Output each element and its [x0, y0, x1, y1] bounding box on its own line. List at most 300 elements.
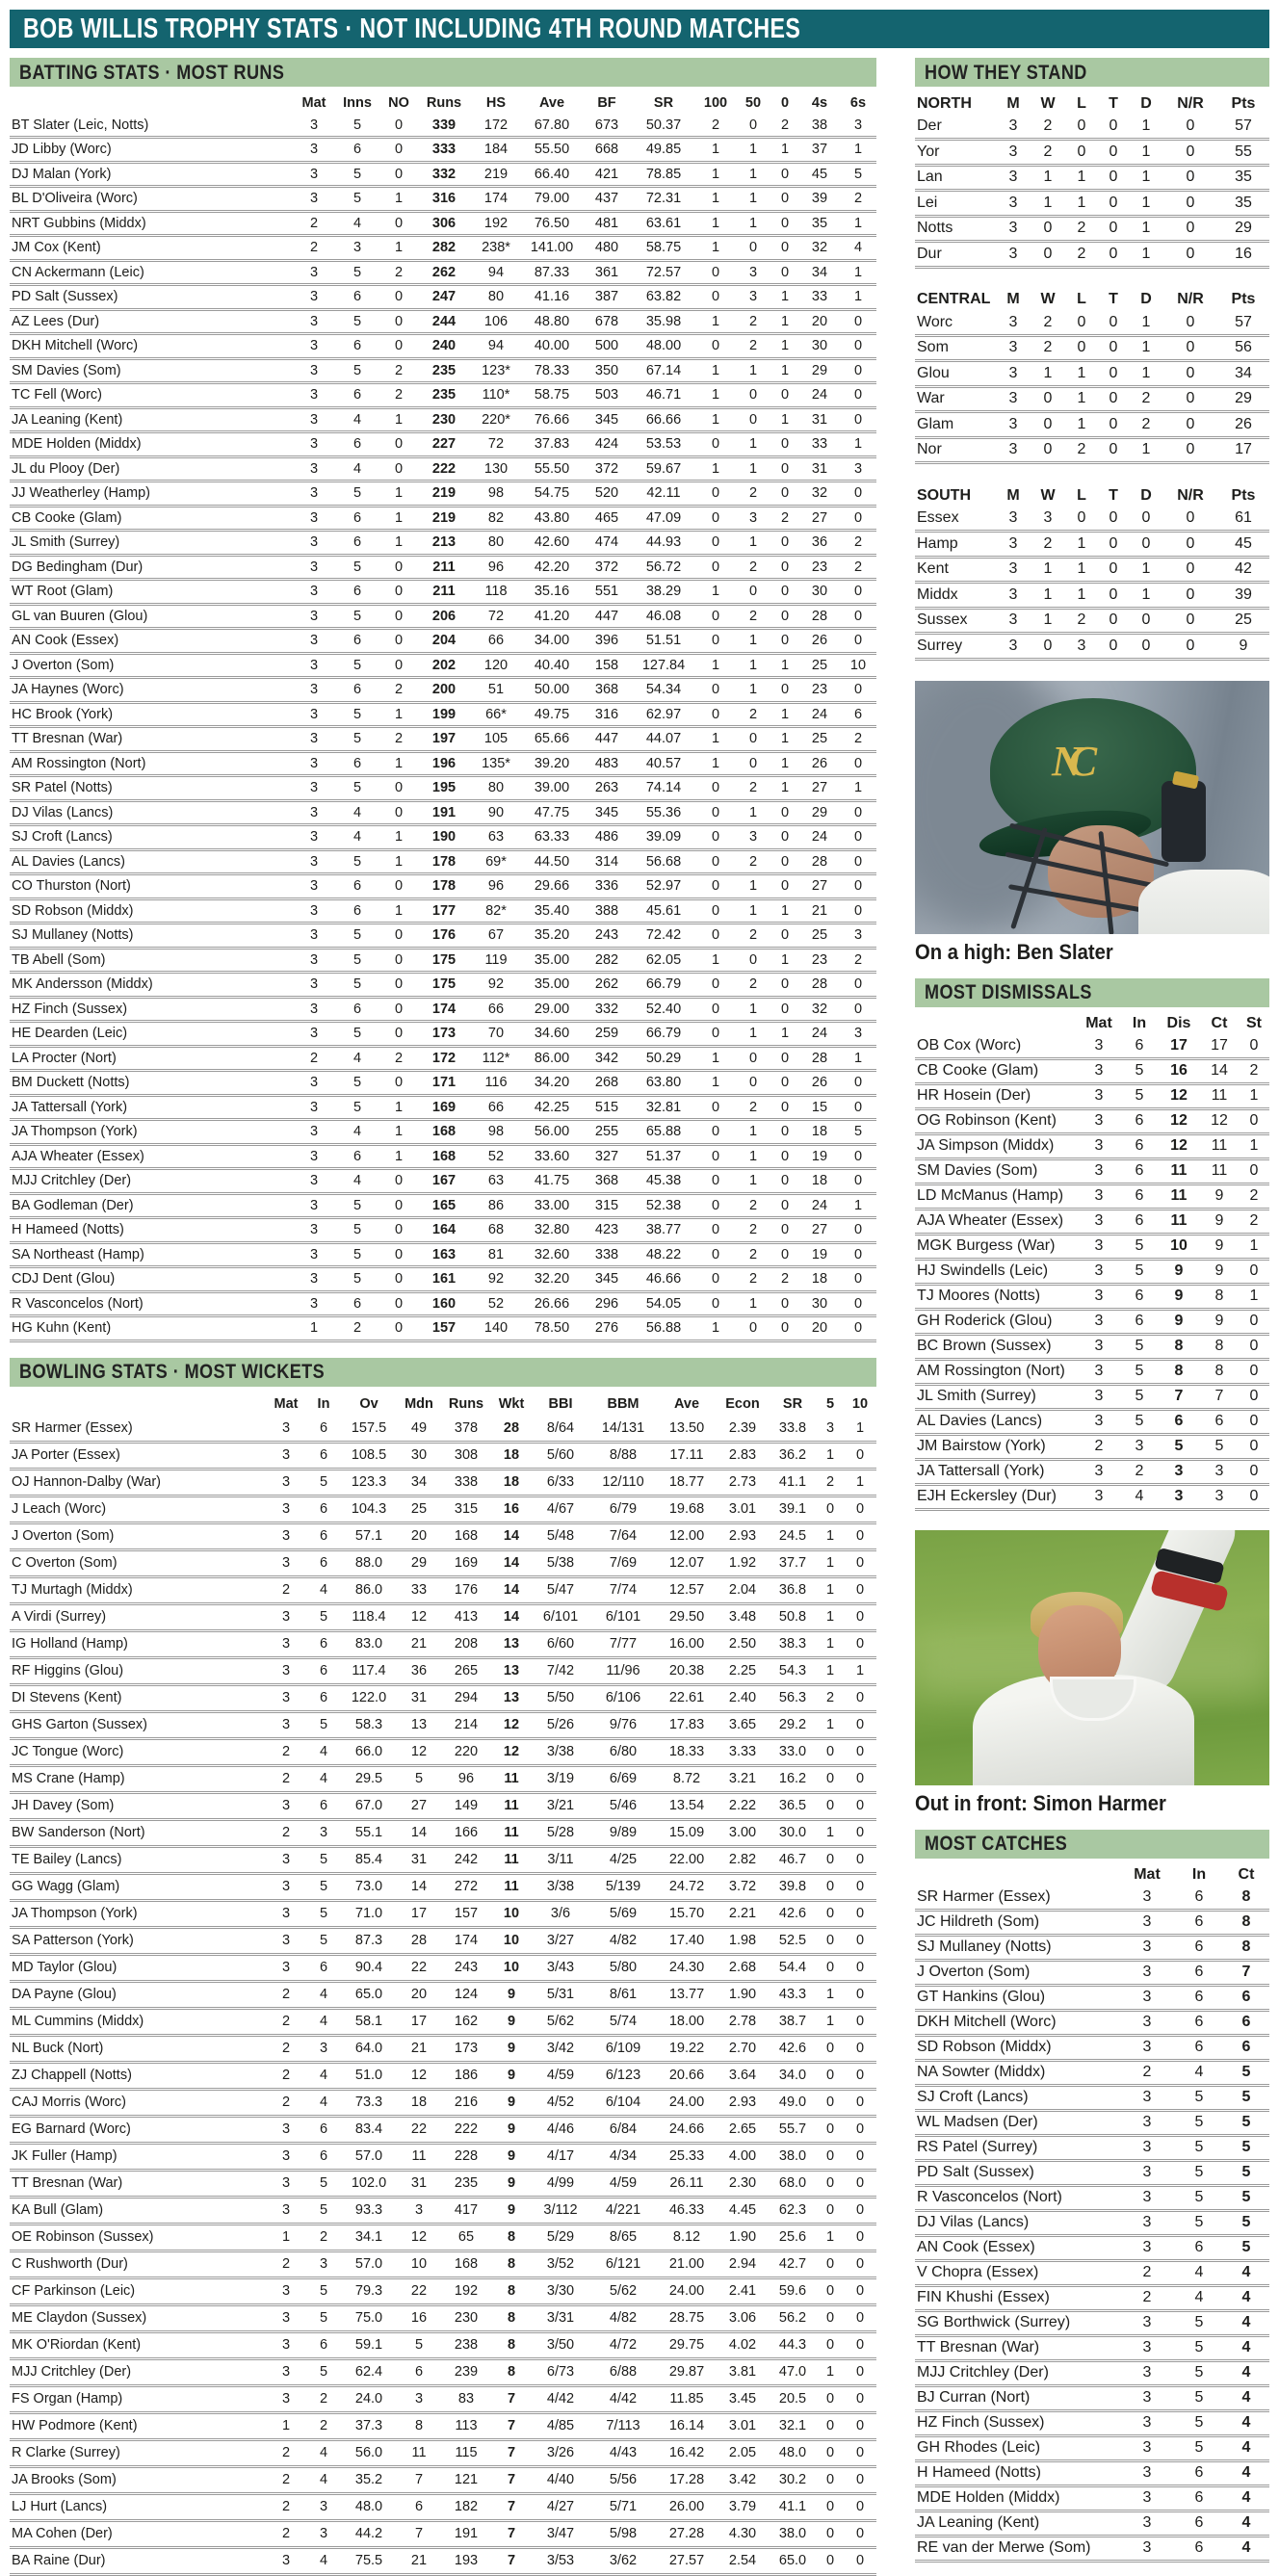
row-value: 3	[1158, 1459, 1200, 1484]
row-value: 1	[817, 1657, 844, 1684]
row-label: Glou	[915, 361, 996, 387]
row-value: 7	[1200, 1384, 1239, 1409]
table-row	[10, 432, 876, 457]
row-value: 2	[293, 1046, 335, 1071]
table-row	[10, 1022, 876, 1047]
row-value: 2	[770, 1267, 799, 1292]
table-row	[10, 1442, 876, 1469]
row-value: 0	[1163, 412, 1217, 438]
row-value: 0	[695, 1022, 736, 1047]
table-row	[915, 1434, 1269, 1459]
table-row	[915, 2335, 1269, 2360]
table-row	[10, 653, 876, 678]
row-value: 3	[293, 187, 335, 212]
row-value: 30.2	[769, 2466, 817, 2493]
row-label: AL Davies (Lancs)	[10, 849, 293, 874]
row-value: 2	[335, 1316, 379, 1341]
row-value: 4	[1223, 2285, 1269, 2310]
row-value: 13	[491, 1657, 532, 1684]
row-value: 196	[418, 751, 470, 776]
row-value: 19	[799, 1242, 840, 1267]
row-value: 3	[293, 1071, 335, 1096]
row-value: 5	[840, 162, 876, 187]
table-row	[10, 1927, 876, 1954]
row-value: 3	[306, 1819, 341, 1846]
row-label: TB Abell (Som)	[10, 948, 293, 973]
column-header: 10	[851, 1396, 869, 1412]
row-value: 26.66	[522, 1291, 582, 1316]
row-value: 5	[335, 702, 379, 727]
row-value: 1	[817, 1981, 844, 2008]
row-value: 268	[582, 1071, 632, 1096]
row-value: 5/74	[589, 2008, 657, 2035]
table-row	[10, 702, 876, 727]
row-value: 474	[582, 531, 632, 556]
row-value: 52	[470, 1291, 522, 1316]
row-value: 3	[293, 1193, 335, 1218]
row-value: 45	[799, 162, 840, 187]
row-value: 192	[441, 2277, 491, 2304]
row-value: 0	[736, 407, 770, 432]
row-label: Sussex	[915, 608, 996, 634]
row-label: Glam	[915, 412, 996, 438]
row-value: 3	[266, 2197, 306, 2224]
row-value: 0	[695, 924, 736, 949]
row-value: 4	[335, 825, 379, 850]
table-row	[915, 1108, 1269, 1133]
row-value: 39.09	[632, 825, 695, 850]
row-value: 1	[1129, 116, 1163, 140]
row-value: 32.81	[632, 1095, 695, 1120]
row-value: 68.0	[769, 2170, 817, 2197]
row-value: 1	[770, 702, 799, 727]
row-value: 11/96	[589, 1657, 657, 1684]
row-value: 0	[1239, 1108, 1269, 1133]
row-value: 82*	[470, 898, 522, 924]
row-value: 173	[441, 2035, 491, 2062]
row-value: 5	[335, 309, 379, 334]
row-label: TJ Murtagh (Middx)	[10, 1576, 266, 1603]
row-value: 25	[799, 924, 840, 949]
row-value: 66	[470, 1095, 522, 1120]
row-value: 80	[470, 531, 522, 556]
row-value: 8.12	[657, 2224, 717, 2251]
row-value: 4	[335, 1169, 379, 1194]
row-value: 24	[799, 702, 840, 727]
row-value: 6	[306, 1417, 341, 1443]
row-value: 0	[379, 211, 418, 236]
row-value: 72	[470, 604, 522, 629]
row-value: 33.0	[769, 1738, 817, 1765]
row-value: 4/52	[532, 2089, 589, 2116]
row-value: 10	[397, 2251, 441, 2277]
row-value: 0	[1098, 437, 1129, 463]
row-value: 0	[1065, 507, 1098, 532]
row-value: 16	[1217, 242, 1269, 268]
row-value: 76.50	[522, 211, 582, 236]
row-value: 0	[844, 2385, 876, 2412]
row-value: 20.38	[657, 1657, 717, 1684]
row-value: 51	[470, 678, 522, 703]
row-value: 37	[799, 138, 840, 163]
row-value: 668	[582, 138, 632, 163]
row-value: 175	[418, 948, 470, 973]
row-value: 2.21	[717, 1900, 769, 1927]
row-value: 3	[1119, 2511, 1175, 2536]
row-value: 4	[1175, 2285, 1223, 2310]
row-value: 282	[582, 948, 632, 973]
row-value: 28	[799, 604, 840, 629]
row-value: 3	[817, 1417, 844, 1443]
row-value: 1	[379, 1120, 418, 1145]
row-value: 6	[335, 285, 379, 310]
row-value: 3	[1119, 2085, 1175, 2110]
row-value: 63.61	[632, 211, 695, 236]
row-value: 3	[996, 216, 1031, 242]
row-value: 6	[335, 1144, 379, 1169]
row-value: 0	[379, 776, 418, 801]
column-header: 0	[780, 95, 790, 112]
row-value: 2	[1121, 1459, 1158, 1484]
row-value: 66*	[470, 702, 522, 727]
row-label: JA Thompson (York)	[10, 1120, 293, 1145]
column-header: Dis	[1166, 1015, 1191, 1031]
row-label: MK O'Riordan (Kent)	[10, 2331, 266, 2358]
row-value: 0	[840, 997, 876, 1022]
table-row	[10, 2385, 876, 2412]
row-value: 0	[844, 2412, 876, 2439]
row-value: 5	[1121, 1384, 1158, 1409]
column-header: N/R	[1177, 486, 1204, 504]
row-label: C Overton (Som)	[10, 1549, 266, 1576]
table-row	[915, 2310, 1269, 2335]
row-value: 2	[736, 334, 770, 359]
row-value: 64.0	[341, 2035, 397, 2062]
row-value: 372	[582, 555, 632, 580]
row-value: 0	[844, 2008, 876, 2035]
row-value: 186	[441, 2062, 491, 2089]
row-value: 67	[470, 924, 522, 949]
row-value: 0	[844, 1765, 876, 1792]
row-value: 2	[293, 211, 335, 236]
row-value: 4	[1223, 2310, 1269, 2335]
batting-section-title: BATTING STATS · MOST RUNS	[19, 60, 285, 84]
row-value: 5/69	[589, 1900, 657, 1927]
table-row	[915, 1284, 1269, 1309]
row-value: 7	[397, 2520, 441, 2547]
row-value: 0	[844, 2035, 876, 2062]
row-value: 78.85	[632, 162, 695, 187]
row-value: 3/38	[532, 1738, 589, 1765]
row-value: 314	[582, 849, 632, 874]
row-value: 0	[695, 776, 736, 801]
row-value: 2	[736, 924, 770, 949]
row-label: JJ Weatherley (Hamp)	[10, 481, 293, 507]
row-value: 7/69	[589, 1549, 657, 1576]
row-value: 3/31	[532, 2304, 589, 2331]
row-value: 3	[266, 1496, 306, 1522]
row-value: 0	[817, 1738, 844, 1765]
row-value: 3	[996, 532, 1031, 558]
dismissals-table	[915, 1013, 1269, 1511]
row-value: 62.05	[632, 948, 695, 973]
row-value: 6	[1175, 2511, 1223, 2536]
row-value: 5/47	[532, 1576, 589, 1603]
row-value: 483	[582, 751, 632, 776]
table-row	[10, 874, 876, 899]
row-label: JL Smith (Surrey)	[915, 1384, 1077, 1409]
row-label: Essex	[915, 507, 996, 532]
row-value: 1	[695, 948, 736, 973]
row-value: 5/71	[589, 2493, 657, 2520]
row-label: DKH Mitchell (Worc)	[10, 334, 293, 359]
row-label: EG Barnard (Worc)	[10, 2116, 266, 2143]
row-value: 0	[817, 1496, 844, 1522]
row-value: 3	[1119, 2010, 1175, 2035]
row-label: AJA Wheater (Essex)	[10, 1144, 293, 1169]
row-value: 0	[840, 604, 876, 629]
row-value: 235	[441, 2170, 491, 2197]
row-value: 71.0	[341, 1900, 397, 1927]
row-value: 6/101	[589, 1603, 657, 1630]
row-label: SM Davies (Som)	[915, 1158, 1077, 1184]
row-value: 1	[379, 751, 418, 776]
row-value: 12	[491, 1711, 532, 1738]
row-value: 0	[817, 2277, 844, 2304]
row-value: 92	[470, 973, 522, 998]
row-value: 0	[844, 2170, 876, 2197]
row-value: 96	[441, 1765, 491, 1792]
row-value: 38.29	[632, 580, 695, 605]
row-value: 0	[736, 1071, 770, 1096]
row-label: PD Salt (Sussex)	[10, 285, 293, 310]
row-value: 1	[840, 211, 876, 236]
row-value: 4	[1223, 2435, 1269, 2460]
row-value: 3/21	[532, 1792, 589, 1819]
column-header: BBM	[607, 1396, 640, 1412]
row-label: JA Simpson (Middx)	[915, 1133, 1077, 1158]
row-value: 243	[582, 924, 632, 949]
row-value: 5	[1200, 1434, 1239, 1459]
table-row	[915, 2085, 1269, 2110]
row-value: 54.05	[632, 1291, 695, 1316]
row-value: 3	[1077, 1409, 1121, 1434]
row-value: 94	[470, 260, 522, 285]
row-value: 0	[840, 825, 876, 850]
row-value: 8	[1200, 1334, 1239, 1359]
row-label: OB Cox (Worc)	[915, 1035, 1077, 1059]
table-row	[10, 727, 876, 752]
row-value: 4	[1223, 2410, 1269, 2435]
row-value: 167	[418, 1169, 470, 1194]
row-value: 378	[441, 1417, 491, 1443]
row-value: 276	[582, 1316, 632, 1341]
row-value: 5/38	[532, 1549, 589, 1576]
row-label: BM Duckett (Notts)	[10, 1071, 293, 1096]
row-value: 315	[441, 1496, 491, 1522]
row-value: 2	[266, 1981, 306, 2008]
row-value: 3	[996, 412, 1031, 438]
row-label: JA Tattersall (York)	[915, 1459, 1077, 1484]
table-row	[10, 2224, 876, 2251]
standings-south-body	[915, 507, 1269, 660]
row-label: TT Bresnan (War)	[10, 727, 293, 752]
row-value: 3	[1119, 2460, 1175, 2485]
row-value: 0	[840, 973, 876, 998]
row-value: 1.92	[717, 1549, 769, 1576]
row-value: 0	[840, 309, 876, 334]
row-value: 0	[736, 1316, 770, 1341]
row-label: JA Thompson (York)	[10, 1900, 266, 1927]
row-value: 1	[736, 432, 770, 457]
row-value: 316	[418, 187, 470, 212]
row-label: MS Crane (Hamp)	[10, 1765, 266, 1792]
row-value: 5	[306, 2197, 341, 2224]
row-value: 3	[1031, 507, 1065, 532]
row-value: 4.02	[717, 2331, 769, 2358]
row-value: 8	[491, 2304, 532, 2331]
row-value: 5	[306, 2170, 341, 2197]
row-value: 6	[335, 506, 379, 531]
row-value: 413	[441, 1603, 491, 1630]
row-value: 12.57	[657, 1576, 717, 1603]
row-label: TE Bailey (Lancs)	[10, 1846, 266, 1873]
row-value: 2	[1031, 140, 1065, 166]
row-value: 1	[1065, 165, 1098, 191]
row-value: 0	[844, 1900, 876, 1927]
row-value: 2	[840, 187, 876, 212]
row-value: 520	[582, 481, 632, 507]
row-value: 0	[695, 1144, 736, 1169]
row-value: 3	[293, 604, 335, 629]
row-value: 2	[1239, 1058, 1269, 1083]
row-value: 0	[379, 334, 418, 359]
row-value: 0	[770, 924, 799, 949]
row-value: 0	[770, 1218, 799, 1243]
row-label: OJ Hannon-Dalby (War)	[10, 1469, 266, 1496]
row-value: 65.0	[769, 2547, 817, 2574]
row-value: 34.0	[769, 2062, 817, 2089]
row-value: 3	[266, 1792, 306, 1819]
row-value: 67.0	[341, 1792, 397, 1819]
row-value: 3/112	[532, 2197, 589, 2224]
row-value: 1	[1031, 608, 1065, 634]
row-value: 41.16	[522, 285, 582, 310]
row-value: 8/65	[589, 2224, 657, 2251]
row-value: 86	[470, 1193, 522, 1218]
row-value: 33	[799, 432, 840, 457]
row-value: 65.0	[341, 1981, 397, 2008]
row-value: 35.20	[522, 924, 582, 949]
row-value: 30.0	[769, 1819, 817, 1846]
row-value: 0	[1098, 116, 1129, 140]
row-value: 3	[1200, 1484, 1239, 1509]
row-value: 3	[266, 2547, 306, 2574]
row-value: 112*	[470, 1046, 522, 1071]
row-value: 3.45	[717, 2385, 769, 2412]
row-value: 75.5	[341, 2547, 397, 2574]
table-row	[10, 1738, 876, 1765]
catches-header-row	[915, 1864, 1269, 1886]
row-value: 3	[1119, 1935, 1175, 1960]
row-value: 4/27	[532, 2493, 589, 2520]
row-value: 6	[306, 1792, 341, 1819]
table-row	[10, 1765, 876, 1792]
column-header: Pts	[1231, 486, 1256, 504]
row-value: 164	[418, 1218, 470, 1243]
row-value: 1	[736, 678, 770, 703]
table-row	[915, 2485, 1269, 2511]
row-value: 0	[1065, 140, 1098, 166]
row-value: 447	[582, 727, 632, 752]
column-header: SOUTH	[917, 486, 971, 504]
row-value: 44.07	[632, 727, 695, 752]
row-value: 3/27	[532, 1927, 589, 1954]
row-value: 220*	[470, 407, 522, 432]
row-value: 0	[695, 1218, 736, 1243]
bowling-header-row	[10, 1392, 876, 1417]
row-value: 327	[582, 1144, 632, 1169]
row-value: 0	[379, 580, 418, 605]
row-value: 1	[840, 260, 876, 285]
row-value: 24	[799, 383, 840, 408]
row-value: 166	[441, 1819, 491, 1846]
row-value: 10	[491, 1900, 532, 1927]
row-value: 0	[844, 2062, 876, 2089]
row-value: 227	[418, 432, 470, 457]
row-value: 4	[1223, 2485, 1269, 2511]
row-value: 51.51	[632, 629, 695, 654]
row-value: 9	[1200, 1209, 1239, 1234]
row-value: 56.88	[632, 1316, 695, 1341]
row-value: 169	[441, 1549, 491, 1576]
row-label: Worc	[915, 311, 996, 335]
column-header: 4s	[811, 95, 828, 112]
row-value: 9	[1200, 1184, 1239, 1209]
row-value: 174	[470, 187, 522, 212]
row-value: 1	[736, 187, 770, 212]
row-label: HR Hosein (Der)	[915, 1083, 1077, 1108]
row-value: 25	[1217, 608, 1269, 634]
row-value: 197	[418, 727, 470, 752]
row-value: 29.5	[341, 1765, 397, 1792]
row-label: JK Fuller (Hamp)	[10, 2143, 266, 2170]
row-value: 78.33	[522, 358, 582, 383]
row-value: 0	[1163, 557, 1217, 583]
table-row	[10, 1981, 876, 2008]
row-value: 5	[306, 2304, 341, 2331]
row-value: 79.00	[522, 187, 582, 212]
row-value: 316	[582, 702, 632, 727]
row-value: 4	[1175, 2260, 1223, 2285]
row-value: 3	[293, 138, 335, 163]
row-value: 3	[293, 924, 335, 949]
row-value: 6	[1121, 1309, 1158, 1334]
column-header	[10, 1392, 266, 1417]
table-row	[10, 997, 876, 1022]
table-row	[10, 898, 876, 924]
row-value: 0	[379, 1242, 418, 1267]
row-value: 17	[1200, 1035, 1239, 1059]
row-value: 1	[1129, 361, 1163, 387]
row-value: 0	[1239, 1384, 1269, 1409]
row-value: 1	[736, 1169, 770, 1194]
row-value: 3	[293, 997, 335, 1022]
row-label: CB Cooke (Glam)	[10, 506, 293, 531]
row-value: 45.38	[632, 1169, 695, 1194]
row-value: 5	[1175, 2085, 1223, 2110]
row-label: SD Robson (Middx)	[915, 2035, 1119, 2060]
